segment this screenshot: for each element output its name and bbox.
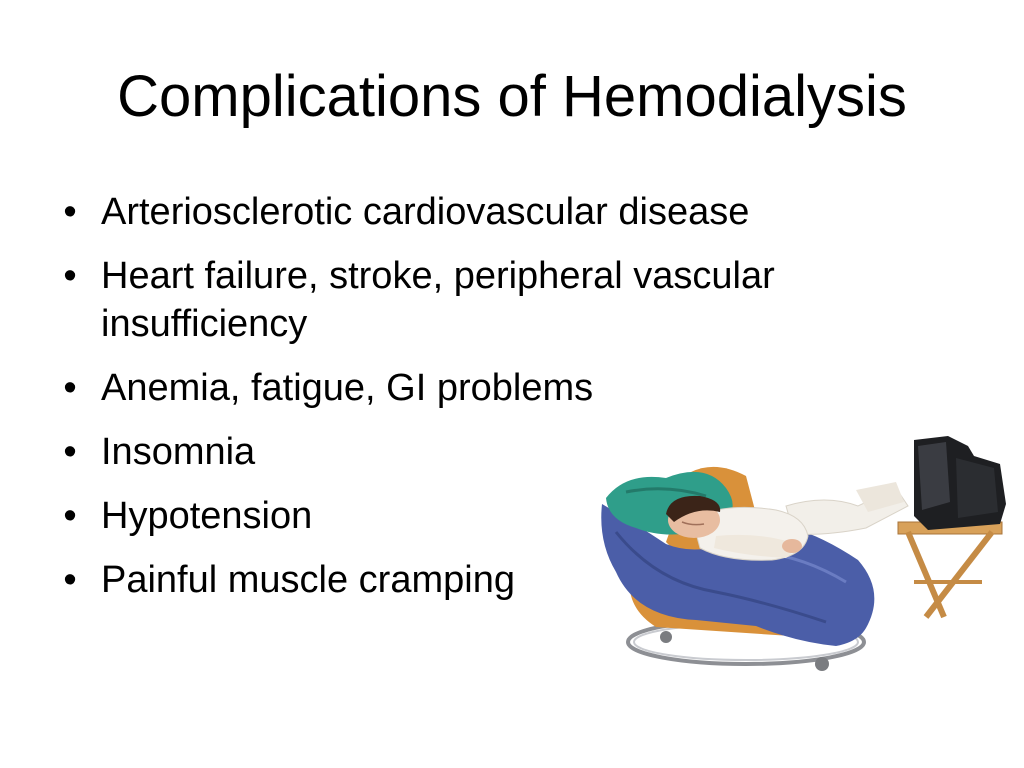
bullet-text: Painful muscle cramping bbox=[101, 559, 515, 601]
tv-set bbox=[914, 436, 1006, 530]
bullet-text: Arteriosclerotic cardiovascular disease bbox=[101, 191, 750, 233]
tv-table bbox=[898, 522, 1002, 617]
bullet-text: Anemia, fatigue, GI problems bbox=[101, 367, 594, 409]
bullet-marker: • bbox=[63, 559, 77, 601]
bullet-item bbox=[55, 364, 935, 412]
bullet-text: Hypotension bbox=[101, 495, 313, 537]
bullet-item bbox=[55, 188, 935, 236]
patient-recliner-illustration bbox=[596, 432, 1010, 680]
bullet-text: Heart failure, stroke, peripheral vascular insufficiency bbox=[101, 255, 775, 345]
bullet-marker: • bbox=[63, 495, 77, 537]
slide-title: Complications of Hemodialysis bbox=[117, 64, 907, 129]
bullet-marker: • bbox=[63, 191, 77, 233]
bullet-item bbox=[55, 252, 935, 348]
bullet-marker: • bbox=[63, 367, 77, 409]
bullet-marker: • bbox=[63, 431, 77, 473]
bullet-marker: • bbox=[63, 255, 77, 297]
bullet-text: Insomnia bbox=[101, 431, 256, 473]
